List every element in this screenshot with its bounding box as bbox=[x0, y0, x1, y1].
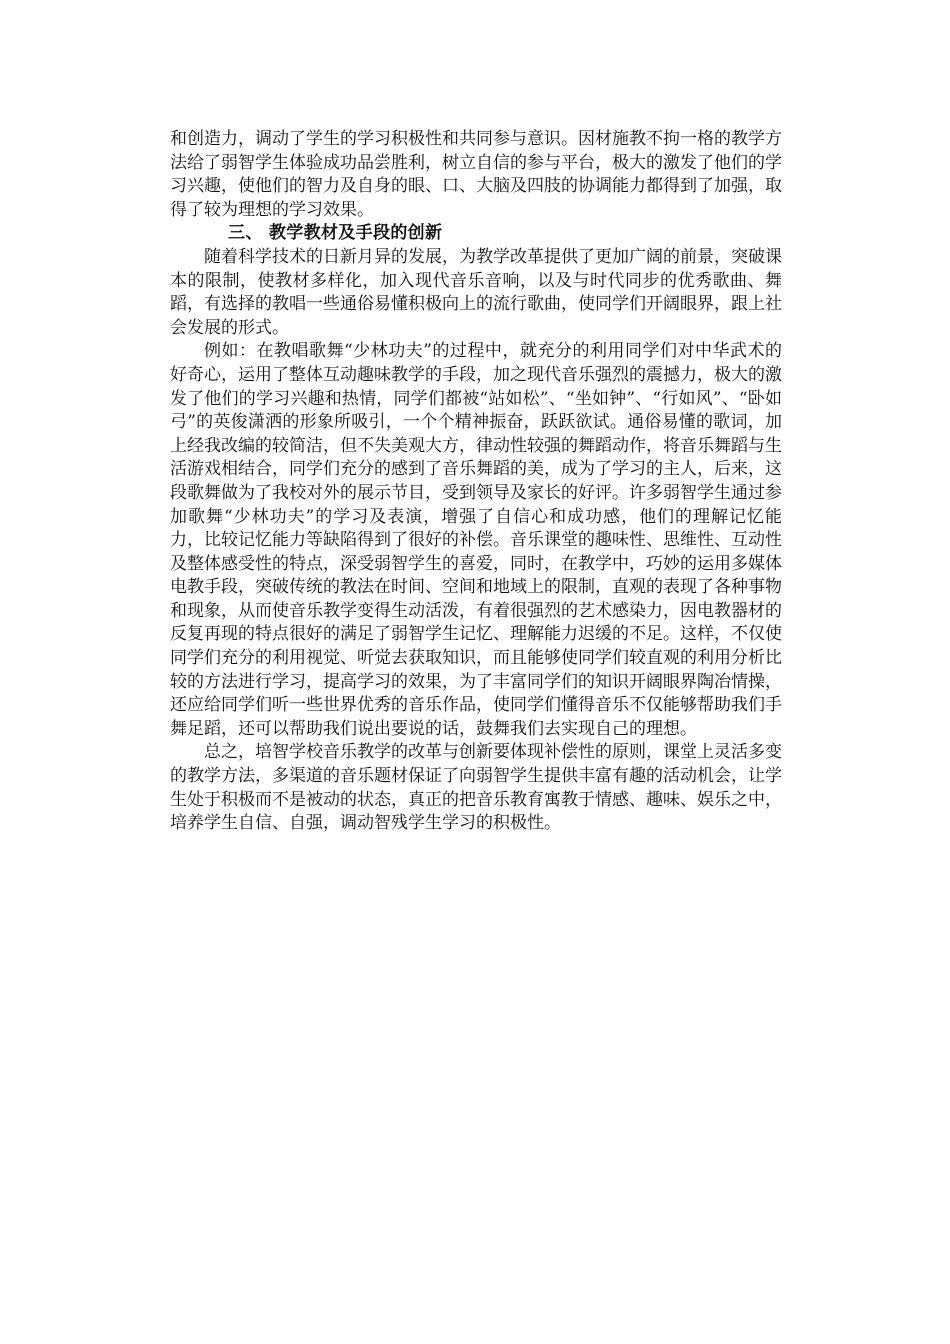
section-paragraph-3: 总之，培智学校音乐教学的改革与创新要体现补偿性的原则，课堂上灵活多变的教学方法，多渠道的音乐题材保证了向弱智学生提供丰富有趣的活动机会，让学生处于积极而不是被动的状态，真正的把音乐教育寓教于情感、趣味、娱乐之中，培养学生自信、自强，调动智残学生学习的积极性。 bbox=[170, 742, 782, 834]
section-paragraph-1: 随着科学技术的日新月异的发展，为教学改革提供了更加广阔的前景，突破课本的限制，使教材多样化，加入现代音乐音响，以及与时代同步的优秀歌曲、舞蹈，有选择的教唱一些通俗易懂积极向上的流行歌曲，使同学们开阔眼界，跟上社会发展的形式。 bbox=[170, 246, 782, 338]
continued-paragraph: 和创造力，调动了学生的学习积极性和共同参与意识。因材施教不拘一格的教学方法给了弱智学生体验成功品尝胜利，树立自信的参与平台，极大的激发了他们的学习兴趣，使他们的智力及自身的眼、口、大脑及四肢的协调能力都得到了加强，取得了较为理想的学习效果。 bbox=[170, 129, 782, 220]
section-heading: 三、 教学教材及手段的创新 bbox=[228, 223, 443, 244]
section-paragraph-2: 例如：在教唱歌舞“少林功夫”的过程中，就充分的利用同学们对中华武术的好奇心，运用了整体互动趣味教学的手段，加之现代音乐强烈的震撼力，极大的激发了他们的学习兴趣和热情，同学们都被“站如松”、“坐如钟”、“行如风”、“卧如弓”的英俊潇洒的形象所吸引，一个个精神振奋，跃跃欲试。通俗易懂的歌词，加上经我改编的较简洁，但不失美观大方，律动性较强的舞蹈动作，将音乐舞蹈与生活游戏相结合，同学们充分的感到了音乐舞蹈的美，成为了学习的主人，后来，这段歌舞做为了我校对外的展示节目，受到领导及家长的好评。许多弱智学生通过参加歌舞“少林功夫”的学习及表演，增强了自信心和成功感，他们的理解记忆能力，比较记忆能力等缺陷得到了很好的补偿。音乐课堂的趣味性、思维性、互动性及整体感受性的特点，深受弱智学生的喜爱，同时，在教学中，巧妙的运用多媒体电教手段，突破传统的教法在时间、空间和地域上的限制，直观的表现了各种事物和现象，从而使音乐教学变得生动活泼，有着很强烈的艺术感染力，因电教器材的反复再现的特点很好的满足了弱智学生记忆、理解能力迟缓的不足。这样，不仅使同学们充分的利用视觉、听觉去获取知识，而且能够使同学们较直观的利用分析比较的方法进行学习，提高学习的效果，为了丰富同学们的知识开阔眼界陶冶情操，还应给同学们听一些世界优秀的音乐作品，使同学们懂得音乐不仅能够帮助我们手舞足蹈，还可以帮助我们说出要说的话，鼓舞我们去实现自己的理想。 bbox=[170, 341, 782, 739]
document-page bbox=[170, 128, 782, 836]
